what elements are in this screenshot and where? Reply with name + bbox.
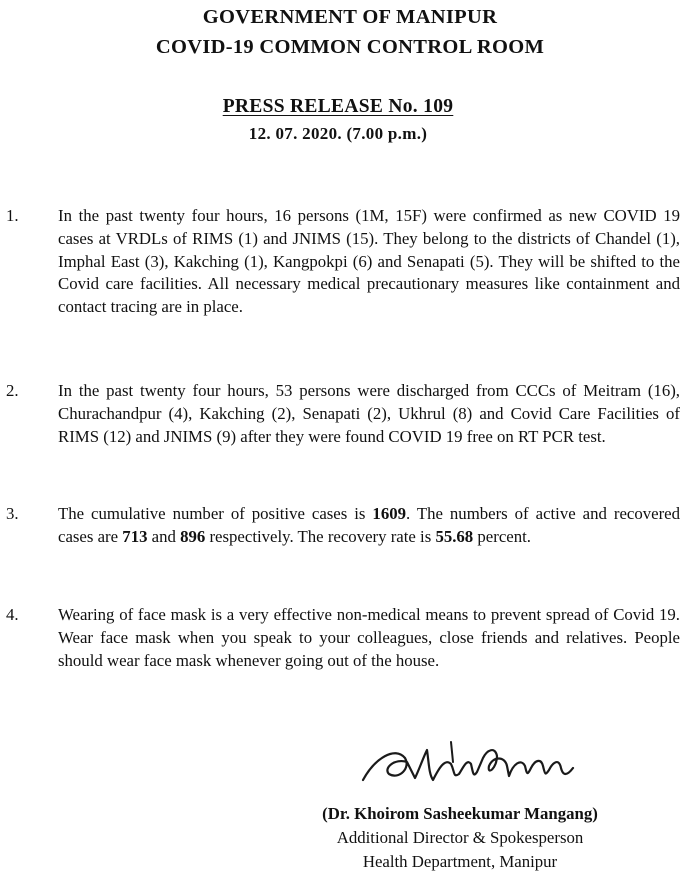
active-cases: 713 <box>122 526 148 546</box>
press-release-title: PRESS RELEASE No. 109 <box>222 96 454 117</box>
item-text: In the past twenty four hours, 16 persons (1M, 15F) were confirmed as new COVID 19 cases at VRDLs of RIMS (1) and JNIMS (15). They belong to the districts of Chandel (1), Imphal East (3), Kakching (1), Kangpokpi (6) and Senapati (5). They will be shifted to the Covid care facilities. All necessary medical precautionary measures like containment and contact tracing are in place. <box>58 206 680 317</box>
total-cases: 1609 <box>372 504 406 523</box>
release-date: 12. 07. 2020. (7.00 p.m.) <box>248 124 428 143</box>
item-number: 1. <box>6 206 19 225</box>
signature <box>355 728 605 798</box>
item-number: 2. <box>6 381 19 400</box>
header-control-room: COVID-19 COMMON CONTROL ROOM <box>155 36 545 58</box>
signatory-name: (Dr. Khoirom Sasheekumar Mangang) <box>322 804 598 823</box>
recovery-rate: 55.68 <box>435 526 474 546</box>
signatory-title: Additional Director & Spokesperson <box>336 828 584 847</box>
recovered-cases: 896 <box>180 526 206 546</box>
item-text: Wearing of face mask is a very effective non-medical means to prevent spread of Covid 19. Wear face mask when you speak to your colleagues, close friends and relatives. People should wear face mask whenever going out of the house. <box>58 605 680 670</box>
item-text: In the past twenty four hours, 53 persons were discharged from CCCs of Meitram (16), Churachandpur (4), Kakching (2), Senapati (2), Ukhrul (8) and Covid Care Facilities of RIMS (12) and JNIMS (9) after they were found COVID 19 free on RT PCR test. <box>58 381 680 446</box>
signatory-department: Health Department, Manipur <box>362 852 558 871</box>
item-number: 3. <box>6 504 19 523</box>
header-government: GOVERNMENT OF MANIPUR <box>202 6 498 28</box>
signatory-block <box>290 802 630 874</box>
item-text: The cumulative number of positive cases is 1609. The numbers of active and recovered cases are 713 and 896 respectively. The recovery rate is 55.68 percent. <box>58 504 680 546</box>
item-number: 4. <box>6 605 19 624</box>
